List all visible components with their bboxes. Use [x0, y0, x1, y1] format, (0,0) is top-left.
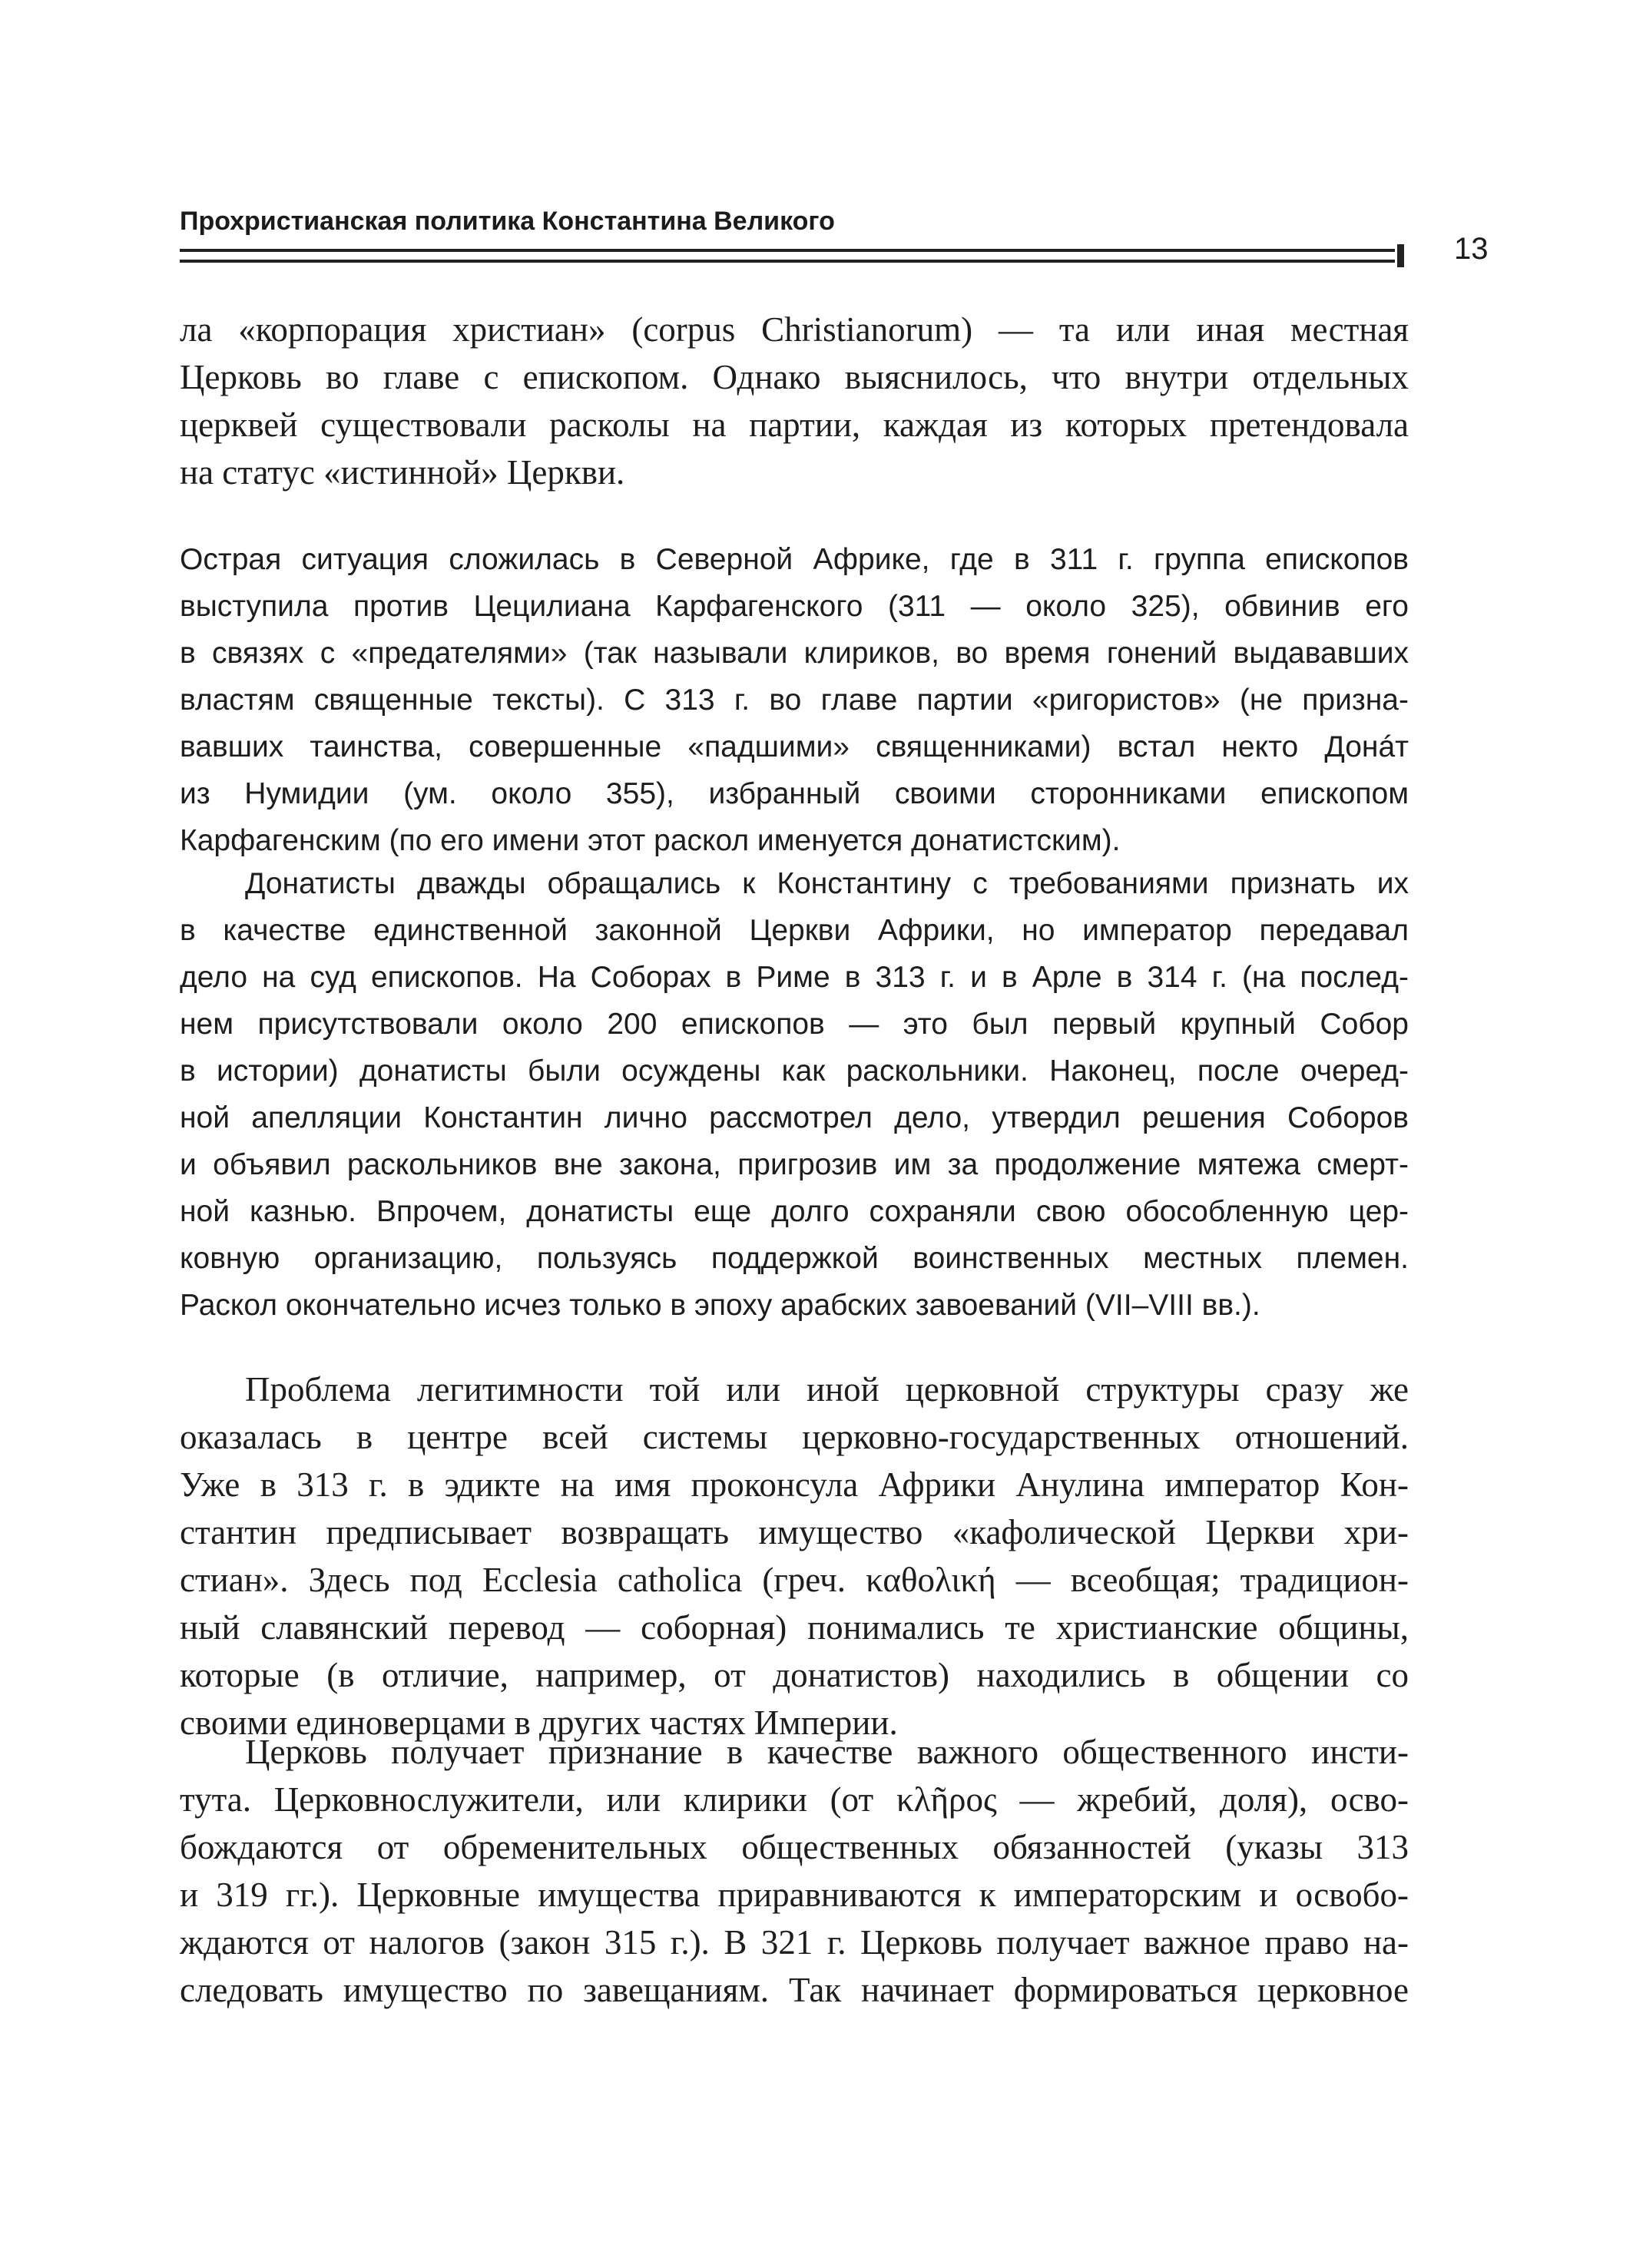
- text-line: выступила против Цецилиана Карфагенского (311 — около 325), обвинив его: [180, 590, 1409, 623]
- text-line: на статус «истинной» Церкви.: [180, 453, 625, 492]
- text-line: ной апелляции Константин лично рассмотрел дело, утвердил решения Соборов: [180, 1101, 1409, 1134]
- text-line: ла «корпорация христиан» (corpus Christianorum) — та или иная местная: [180, 310, 1409, 349]
- text-line: стантин предписывает возвращать имущество «кафолической Церкви хри-: [180, 1513, 1409, 1551]
- text-line: Карфагенским (по его имени этот раскол именуется донатистским).: [180, 824, 1121, 857]
- text-line: Раскол окончательно исчез только в эпоху арабских завоеваний (VII–VIII вв.).: [180, 1289, 1260, 1322]
- text-line: вавших таинства, совершенные «падшими» священниками) встал некто Донáт: [180, 730, 1409, 763]
- text-line: Церковь во главе с епископом. Однако выяснилось, что внутри отдельных: [180, 358, 1409, 396]
- text-line: нем присутствовали около 200 епископов — это был первый крупный Собор: [180, 1008, 1409, 1041]
- text-line: стиан». Здесь под Ecclesia catholica (греч. καθολική — всеобщая; традицион-: [180, 1561, 1409, 1599]
- page-number: 13: [1454, 232, 1489, 266]
- text-line: ной казнью. Впрочем, донатисты еще долго сохраняли свою обособленную цер-: [180, 1195, 1409, 1228]
- text-line: ковную организацию, пользуясь поддержкой воинственных местных племен.: [180, 1242, 1409, 1275]
- text-line: оказалась в центре всей системы церковно-государственных отношений.: [180, 1418, 1409, 1456]
- text-line: церквей существовали расколы на партии, каждая из которых претендовала: [180, 406, 1409, 444]
- paragraph-sidebar-donatists: [180, 860, 1409, 1329]
- text-line: Уже в 313 г. в эдикте на имя проконсула Африки Анулина император Кон-: [180, 1465, 1409, 1504]
- text-line: своими единоверцами в других частях Империи.: [180, 1703, 898, 1742]
- text-line: которые (в отличие, например, от донатистов) находились в общении со: [180, 1656, 1409, 1694]
- paragraph-recognition: [180, 1728, 1409, 2014]
- text-line: и объявил раскольников вне закона, пригрозив им за продолжение мятежа смерт-: [180, 1148, 1409, 1181]
- text-line: ждаются от налогов (закон 315 г.). В 321 г. Церковь получает важное право на-: [180, 1923, 1409, 1962]
- header-rule-line: [180, 249, 1395, 252]
- text-line: и 319 гг.). Церковные имущества приравниваются к императорским и освобо-: [180, 1876, 1409, 1914]
- text-line: ный славянский перевод — соборная) понимались те христианские общины,: [180, 1608, 1409, 1647]
- text-line: Проблема легитимности той или иной церковной структуры сразу же: [245, 1370, 1409, 1409]
- text-line: в связях с «предателями» (так называли клириков, во время гонений выдававших: [180, 637, 1409, 670]
- text-line: властям священные тексты). С 313 г. во главе партии «ригористов» (не призна-: [180, 684, 1409, 717]
- running-header: [180, 206, 1401, 237]
- text-line: тута. Церковнослужители, или клирики (от κλῆρος — жребий, доля), осво-: [180, 1780, 1409, 1819]
- paragraph-continuation: [180, 306, 1409, 496]
- running-title: Прохристианская политика Константина Великого: [180, 207, 835, 236]
- text-line: следовать имущество по завещаниям. Так начинает формироваться церковное: [180, 1971, 1409, 2009]
- text-line: дело на суд епископов. На Соборах в Риме в 313 г. и в Арле в 314 г. (на послед-: [180, 961, 1409, 994]
- text-line: Донатисты дважды обращались к Константину с требованиями признать их: [245, 867, 1409, 900]
- text-line: в истории) донатисты были осуждены как раскольники. Наконец, после очеред-: [180, 1055, 1409, 1088]
- header-rule-end-bar: [1397, 244, 1404, 267]
- text-line: бождаются от обременительных общественных обязанностей (указы 313: [180, 1828, 1409, 1866]
- text-line: Острая ситуация сложилась в Северной Африке, где в 311 г. группа епископов: [180, 543, 1409, 576]
- header-rule: [180, 244, 1409, 267]
- text-line: в качестве единственной законной Церкви Африки, но император передавал: [180, 914, 1409, 947]
- text-line: из Нумидии (ум. около 355), избранный своими сторонниками епископом: [180, 777, 1409, 810]
- paragraph-legitimacy: [180, 1366, 1409, 1747]
- header-rule-line: [180, 260, 1395, 263]
- text-line: Церковь получает признание в качестве важного общественного инсти-: [245, 1733, 1409, 1771]
- paragraph-sidebar-north-africa: [180, 536, 1409, 864]
